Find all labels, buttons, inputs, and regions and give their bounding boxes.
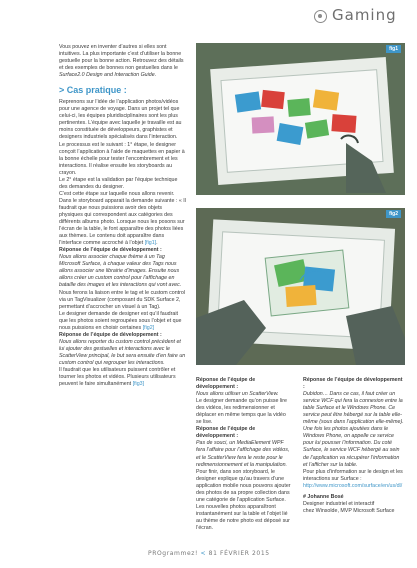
paragraph: Le designer demande de designer est qu’il faudrait que les photos soient regroupées sous l’objet et que nous puissions en choisir certaines [fig2] bbox=[59, 310, 182, 331]
response-text: Nous allons associer chaque thème à un Tag Microsoft Surface, à chaque valeur des Tags nous allons associer une librairie d’images. Ensuite nous allons créer un custom control pour l’affichage en bataille des images et les interactions qui vont avec. bbox=[59, 254, 182, 289]
sketch-illustration-2 bbox=[196, 208, 405, 365]
paragraph: Nous ferons la liaison entre le tag et le custom control via un TagVisualizer (composant du SDK Surface 2, permettant d’accrocher un visuel à un Tag). bbox=[59, 289, 186, 310]
column-2 bbox=[196, 377, 292, 532]
page-footer bbox=[148, 550, 270, 557]
paragraph: Pour plus d’information sur le design et les interactions sur Surface : http://www.microsoft.com/surface/en/us/dl/ bbox=[303, 468, 403, 489]
paragraph: Pour finir, dans son storyboard, le designer explique qu’au travers d’une application mobile nous pouvons ajouter des photos de sa propre collection dans une catégorie de l’application Surface. Les nouvelles photos apparaîtront instantanément sur la table et l’objet lié au thème de notre photo est déposé sur l’écran. bbox=[196, 468, 291, 531]
author-name: # Johanne Bosé bbox=[303, 493, 344, 500]
response-heading: Réponse de l’équipe de développement : bbox=[196, 426, 256, 440]
issue-date: FÉVRIER 2015 bbox=[220, 550, 270, 557]
response-text: Nous allons reporter du custom control précédent et lui ajouter des gestuelles et interactions avec le ScatterView principal, le but sera ensuite d’en faire un custom control qui regrouper les interactions. bbox=[59, 338, 186, 366]
surface-link[interactable]: http://www.microsoft.com/surface/en/us/dl/ bbox=[303, 482, 403, 489]
fig1-link[interactable]: [fig1] bbox=[144, 240, 157, 247]
paragraph: Le designer demande qu’on puisse lire des vidéos, les redimensionner et déplacer en même temps que la vidéo se lise. bbox=[196, 398, 287, 426]
sketch-illustration-1 bbox=[196, 43, 405, 195]
page-header bbox=[0, 0, 417, 30]
case-study-heading: > Cas pratique : bbox=[59, 85, 127, 96]
page-number: 81 bbox=[208, 550, 218, 557]
figure-badge: fig1 bbox=[386, 45, 401, 53]
fig3-link[interactable]: [fig3] bbox=[132, 381, 145, 388]
author-title: Designer industriel et interactif bbox=[303, 500, 375, 507]
response-text: Nous allons utiliser un ScatterView. bbox=[196, 391, 279, 398]
paragraph: Il faudrait que les utilisateurs puissent contrôler et tourner les photos et vidéos. Plusieurs utilisateurs peuvent le faire simultanément [fig3] bbox=[59, 367, 176, 388]
fig2-link[interactable]: [fig2] bbox=[142, 324, 155, 331]
response-heading: Réponse de l’équipe de développement : bbox=[59, 331, 162, 338]
response-text: Dubidon… Dans ce cas, il faut créer un service WCF qui fera la connexion entre la table Surface et le Windows Phone. Ce service peut être hébergé sur la table elle-même (sous dans l’application elle-même). Une fois les photos ajoutées dans le Windows Phone, on appelle ce service pour lui pousser l’information. Du coté Surface, le service WCF hébergé au sein de l’application va récupérer l’information et l’afficher sur la table. bbox=[303, 391, 404, 468]
response-text: Pas de souci, un MediaElement WPF fera l’affaire pour l’affichage des vidéos, et le ScatterView fera le reste pour le redimensionnement et la manipulation. bbox=[196, 440, 290, 468]
footer-separator: < bbox=[200, 550, 207, 557]
paragraph: C’est cette étape sur laquelle nous allons revenir. Dans le storyboard apparait la demande suivante : « Il faudrait que nous puissions avoir des objets physiques qui correspondent aux catégories des différents albums photo. Lorsque nous les posons sur l’écran de la table, le font apparaître des photos liées aux thèmes. Le contenu doit apparaître dans l’interface comme accroché à l’objet [fig1]. bbox=[59, 190, 186, 247]
column-1 bbox=[59, 44, 187, 388]
paragraph: Le 2° étape est la validation par l’équipe technique des demandes du designer. bbox=[59, 176, 178, 190]
figure-badge: fig2 bbox=[386, 210, 401, 218]
paragraph: Le processus est le suivant : 1° étape, le designer conçoit l’application à l’aide de maquettes en papier à la bonne échelle pour tester l’encombrement et les interactions. Il réalise ensuite les storyboards au crayon. bbox=[59, 141, 185, 176]
response-heading: Réponse de l’équipe de développement : bbox=[196, 377, 256, 391]
figure-1 bbox=[196, 43, 405, 195]
column-3 bbox=[303, 377, 405, 515]
gamepad-icon bbox=[314, 10, 327, 23]
author-affiliation: chez Winsolde, MVP Microsoft Surface bbox=[303, 507, 395, 514]
figure-2 bbox=[196, 208, 405, 365]
section-title: Gaming bbox=[332, 6, 397, 24]
magazine-name: PROgrammez! bbox=[148, 550, 198, 557]
response-heading: Réponse de l’équipe de développement : bbox=[59, 247, 162, 254]
response-heading: Réponse de l’équipe de développement : bbox=[303, 377, 403, 391]
intro-paragraph: Vous pouvez en inventer d’autres si elles sont intuitives. La plus importante c’est d’utiliser la bonne gestuelle pour la bonne action. Retrouvez des détails et des exemples de bonnes non gestuelles dans le Surface2.0 Design and Interaction Guide. bbox=[59, 44, 184, 79]
paragraph: Reprenons sur l’idée de l’application photos/vidéos pour une agence de voyage. Dans un projet tel que celui-ci, les équipes pluridisciplinaires sont les plus pertinentes. L’équipe avec laquelle je travaille est au moins constituée de développeurs, graphistes et designers industriels spécialisés dans l’interaction. bbox=[59, 99, 182, 141]
